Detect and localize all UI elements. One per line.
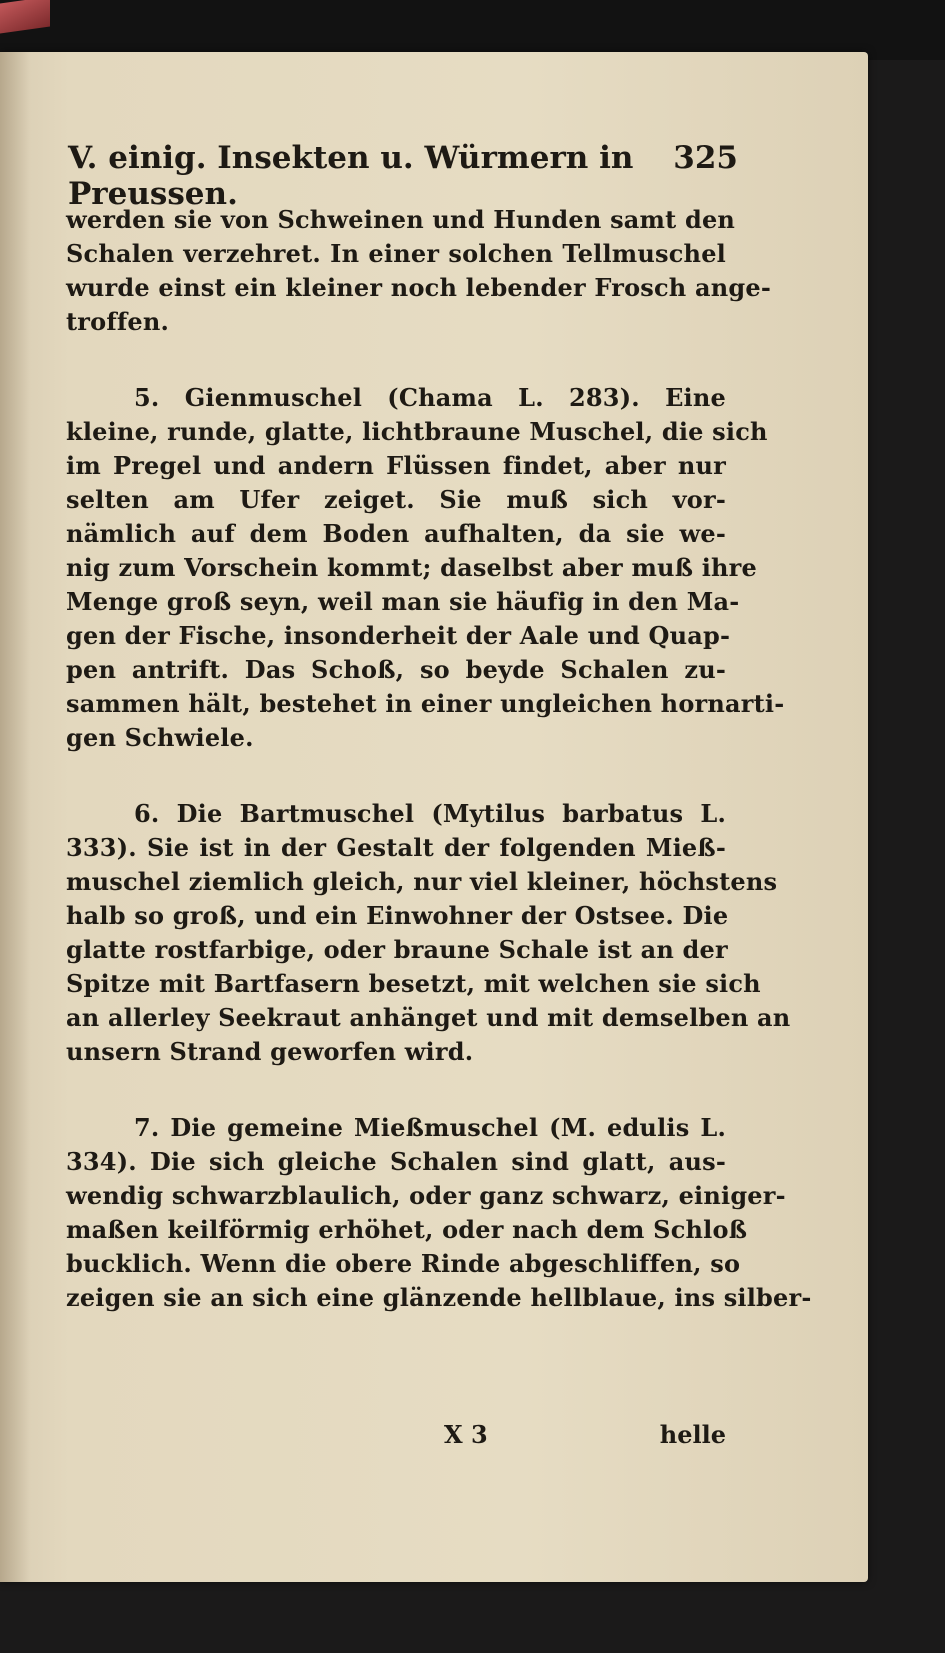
text-line: gen der Fische, insonderheit der Aale und Quap-	[66, 621, 731, 650]
body-text	[66, 203, 812, 1315]
text-line: 7. Die gemeine Mießmuschel (M. edulis L.	[134, 1113, 726, 1142]
text-line: unsern Strand geworfen wird.	[66, 1037, 474, 1066]
text-line: im Pregel und andern Flüssen findet, aber nur	[66, 451, 726, 480]
text-line: an allerley Seekraut anhänget und mit demselben an	[66, 1003, 791, 1032]
text-line: Schalen verzehret. In einer solchen Tellmuschel	[66, 239, 726, 268]
text-line: wendig schwarzblaulich, oder ganz schwarz, einiger-	[66, 1181, 786, 1210]
page-header	[68, 140, 738, 212]
paragraph-5-gienmuschel	[66, 381, 785, 755]
paragraph-7-miessmuschel	[66, 1111, 812, 1315]
text-line: nämlich auf dem Boden aufhalten, da sie we-	[66, 519, 726, 548]
text-line: Spitze mit Bartfasern besetzt, mit welchen sie sich	[66, 969, 761, 998]
text-line: wurde einst ein kleiner noch lebender Frosch ange-	[66, 273, 772, 302]
text-line: 333). Sie ist in der Gestalt der folgenden Mieß-	[66, 833, 726, 862]
text-line: selten am Ufer zeiget. Sie muß sich vor-	[66, 485, 726, 514]
text-line: 5. Gienmuschel (Chama L. 283). Eine	[134, 383, 726, 412]
text-line: halb so groß, und ein Einwohner der Ostsee. Die	[66, 901, 729, 930]
catchword: helle	[659, 1420, 726, 1449]
running-title: V. einig. Insekten u. Würmern in Preussen.	[68, 140, 634, 212]
text-line: gen Schwiele.	[66, 723, 254, 752]
text-line: zeigen sie an sich eine glänzende hellblaue, ins silber-	[66, 1283, 812, 1312]
scan-background	[0, 0, 945, 60]
text-line: werden sie von Schweinen und Hunden samt den	[66, 205, 736, 234]
signature-mark: X 3	[444, 1420, 488, 1449]
text-line: 334). Die sich gleiche Schalen sind glatt, aus-	[66, 1147, 726, 1176]
text-line: bucklich. Wenn die obere Rinde abgeschliffen, so	[66, 1249, 741, 1278]
paragraph-continuation	[66, 203, 772, 339]
text-line: troffen.	[66, 307, 170, 336]
text-line: muschel ziemlich gleich, nur viel kleiner, höchstens	[66, 867, 778, 896]
text-line: 6. Die Bartmuschel (Mytilus barbatus L.	[134, 799, 726, 828]
text-line: pen antrift. Das Schoß, so beyde Schalen zu-	[66, 655, 726, 684]
text-line: maßen keilförmig erhöhet, oder nach dem Schloß	[66, 1215, 748, 1244]
text-line: nig zum Vorschein kommt; daselbst aber muß ihre	[66, 553, 757, 582]
paragraph-6-bartmuschel	[66, 797, 791, 1069]
page-number: 325	[673, 140, 738, 176]
text-line: Menge groß seyn, weil man sie häufig in den Ma-	[66, 587, 740, 616]
text-line: glatte rostfarbige, oder braune Schale ist an der	[66, 935, 728, 964]
text-line: kleine, runde, glatte, lichtbraune Muschel, die sich	[66, 417, 768, 446]
text-line: sammen hält, bestehet in einer ungleichen hornarti-	[66, 689, 785, 718]
